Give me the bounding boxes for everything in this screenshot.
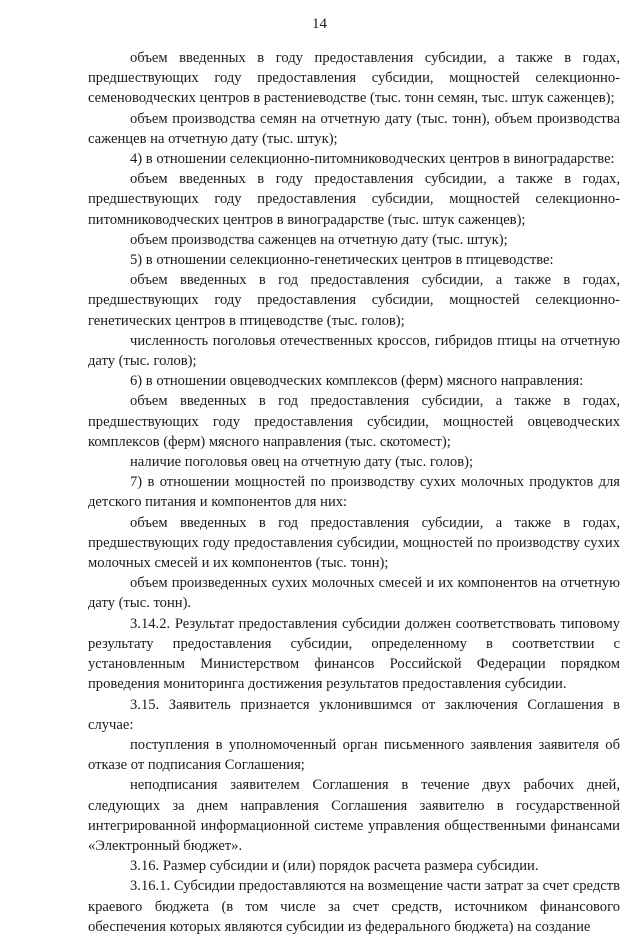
paragraph-3: 4) в отношении селекционно-питомниководческих центров в виноградарстве: xyxy=(130,151,615,168)
paragraph-15: 3.14.2. Результат предоставления субсидии должен соответствовать типовому результату предоставления субсидии, определенному в соответствии с установленным Министерством финансов Российской Федерации порядком проведения мониторинга достижения результатов предоставления субсидии. xyxy=(88,615,620,693)
paragraph-2: объем производства семян на отчетную дату (тыс. тонн), объем производства саженцев на отчетную дату (тыс. штук); xyxy=(88,110,620,147)
paragraph-9: 6) в отношении овцеводческих комплексов (ферм) мясного направления: xyxy=(130,373,584,390)
paragraph-5: объем производства саженцев на отчетную дату (тыс. штук); xyxy=(130,231,508,248)
paragraph-12: 7) в отношении мощностей по производству сухих молочных продуктов для детского питания и компонентов для них: xyxy=(88,474,620,511)
paragraph-18: неподписания заявителем Соглашения в течение двух рабочих дней, следующих за днем направления Соглашения заявителю в государственной интегрированной информационной системе управления общественными финансами «Электронный бюджет». xyxy=(88,777,620,854)
paragraph-13: объем введенных в год предоставления субсидии, а также в годах, предшествующих году предоставления субсидии, мощностей по производству сухих молочных смесей и их компонентов (тыс. тонн); xyxy=(88,514,620,572)
document-body xyxy=(88,48,620,937)
paragraph-17: поступления в уполномоченный орган письменного заявления заявителя об отказе от подписания Соглашения; xyxy=(88,736,620,774)
paragraph-4: объем введенных в году предоставления субсидии, а также в годах, предшествующих году предоставления субсидии, мощностей селекционно-питомниководческих центров в виноградарстве (тыс. штук саженцев); xyxy=(88,171,620,228)
paragraph-20: 3.16.1. Субсидии предоставляются на возмещение части затрат за счет средств краевого бюджета (в том числе за счет средств, источником финансового обеспечения которых являются субсидии из федерального бюджета) на создание xyxy=(88,878,620,935)
paragraph-14: объем произведенных сухих молочных смесей и их компонентов на отчетную дату (тыс. тонн). xyxy=(88,575,620,612)
paragraph-11: наличие поголовья овец на отчетную дату (тыс. голов); xyxy=(130,454,473,471)
paragraph-1: объем введенных в году предоставления субсидии, а также в годах, предшествующих году предоставления субсидии, мощностей селекционно-семеноводческих центров в растениеводстве (тыс. тонн семян, тыс. штук саженцев); xyxy=(88,50,620,107)
paragraph-8: численность поголовья отечественных кроссов, гибридов птицы на отчетную дату (тыс. голов); xyxy=(88,332,620,370)
paragraph-16: 3.15. Заявитель признается уклонившимся от заключения Соглашения в случае: xyxy=(88,696,620,733)
page-number: 14 xyxy=(312,16,327,32)
paragraph-6: 5) в отношении селекционно-генетических центров в птицеводстве: xyxy=(130,252,554,269)
paragraph-7: объем введенных в год предоставления субсидии, а также в годах, предшествующих году предоставления субсидии, мощностей селекционно-генетических центров в птицеводстве (тыс. голов); xyxy=(88,272,620,329)
paragraph-19: 3.16. Размер субсидии и (или) порядок расчета размера субсидии. xyxy=(130,858,539,875)
paragraph-10: объем введенных в год предоставления субсидии, а также в годах, предшествующих году предоставления субсидии, мощностей овцеводческих комплексов (ферм) мясного направления (тыс. скотомест); xyxy=(88,393,620,450)
